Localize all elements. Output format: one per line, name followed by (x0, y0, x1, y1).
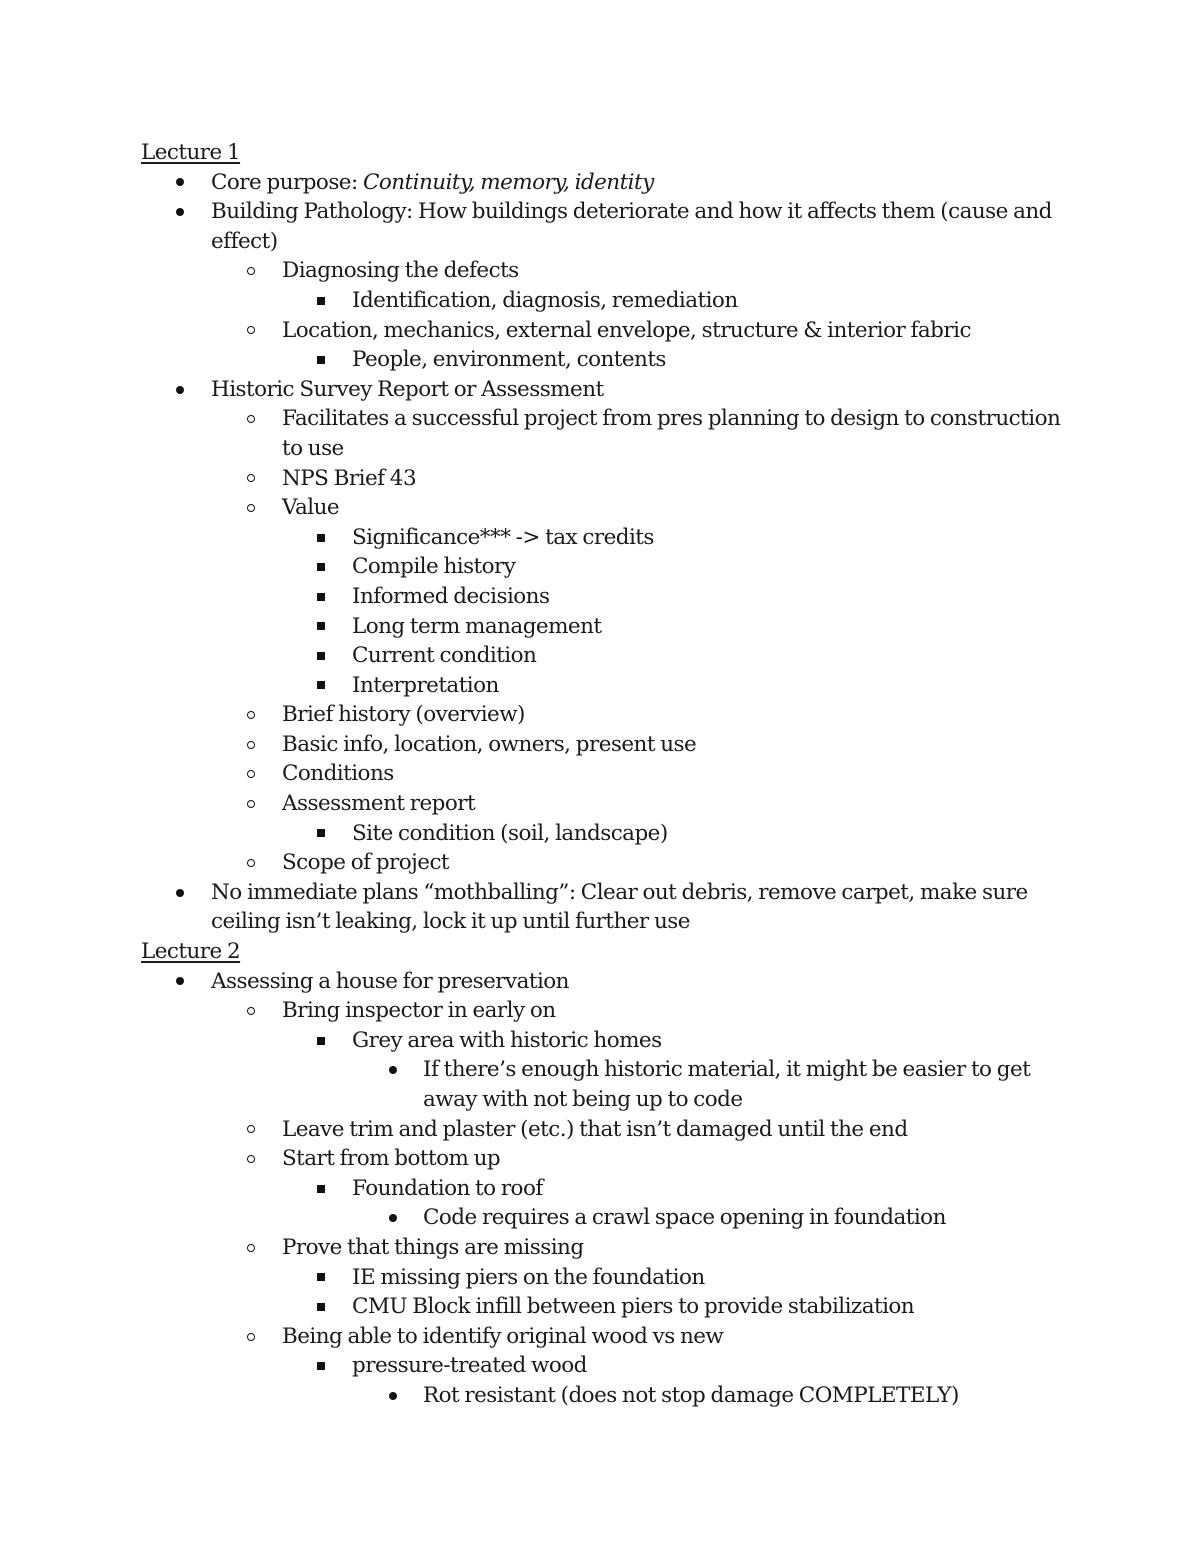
list-item-text: Foundation to roof (352, 1175, 543, 1201)
bullet-disc-icon (176, 208, 184, 216)
bullet-circle-icon (247, 1244, 255, 1252)
list-item (141, 316, 1081, 346)
list-item (141, 464, 1081, 494)
bullet-disc-icon (389, 1214, 397, 1222)
list-item (141, 1322, 1081, 1352)
list-item-text: pressure-treated wood (352, 1353, 587, 1379)
bullet-circle-icon (247, 770, 255, 778)
list-item-text: Assessment report (282, 791, 476, 817)
bullet-square-icon (317, 829, 325, 837)
bullet-square-icon (317, 1362, 325, 1370)
list-item-text: Long term management (352, 613, 602, 639)
list-item (141, 1144, 1081, 1174)
bullet-disc-icon (176, 386, 184, 394)
bullet-square-icon (317, 1037, 325, 1045)
bullet-square-icon (317, 593, 325, 601)
list-item (141, 1263, 1081, 1293)
list-item-text: Basic info, location, owners, present use (282, 731, 697, 757)
bullet-square-icon (317, 534, 325, 542)
bullet-square-icon (317, 1185, 325, 1193)
list-item (141, 848, 1081, 878)
bullet-circle-icon (247, 741, 255, 749)
list-item (141, 197, 1081, 256)
list-item (141, 759, 1081, 789)
list-item (141, 375, 1081, 405)
bullet-circle-icon (247, 1125, 255, 1133)
list-item (141, 730, 1081, 760)
list-item-text: Leave trim and plaster (etc.) that isn’t damaged until the end (282, 1116, 908, 1142)
list-item-text: Scope of project (282, 850, 450, 876)
list-item (141, 1351, 1081, 1381)
bullet-disc-icon (176, 977, 184, 985)
list-item (141, 789, 1081, 819)
core-purpose-label: Core purpose: (211, 169, 363, 195)
list-item (141, 671, 1081, 701)
list-item-text: People, environment, contents (352, 347, 666, 373)
list-item (141, 1115, 1081, 1145)
list-item (141, 1292, 1081, 1322)
bullet-square-icon (317, 297, 325, 305)
bullet-disc-icon (176, 178, 184, 186)
list-item (141, 1174, 1081, 1204)
list-item-text: Facilitates a successful project from pres planning to design to construction to use (282, 406, 1061, 461)
list-item-text: Building Pathology: How buildings deteriorate and how it affects them (cause and effect) (211, 199, 1052, 254)
bullet-square-icon (317, 356, 325, 364)
bullet-disc-icon (389, 1392, 397, 1400)
lecture-2-heading: Lecture 2 (141, 939, 241, 965)
bullet-square-icon (317, 681, 325, 689)
bullet-circle-icon (247, 1007, 255, 1015)
list-item (141, 1203, 1081, 1233)
list-item-text: Assessing a house for preservation (211, 968, 569, 994)
list-item (141, 1055, 1081, 1114)
list-item (141, 967, 1081, 997)
bullet-circle-icon (247, 415, 255, 423)
list-item-text: Compile history (352, 554, 516, 580)
list-item-text: IE missing piers on the foundation (352, 1264, 705, 1290)
list-item-text: Historic Survey Report or Assessment (211, 376, 604, 402)
list-item-text: NPS Brief 43 (282, 465, 417, 491)
list-item (141, 404, 1081, 463)
list-item (141, 168, 1081, 198)
bullet-disc-icon (176, 889, 184, 897)
list-item-text: Value (282, 495, 340, 521)
list-item-text: Start from bottom up (282, 1146, 501, 1172)
list-item (141, 612, 1081, 642)
list-item-text: Diagnosing the defects (282, 258, 519, 284)
list-item-text: If there’s enough historic material, it might be easier to get away with not being up to code (423, 1057, 1031, 1112)
list-item-text: Being able to identify original wood vs new (282, 1323, 724, 1349)
bullet-circle-icon (247, 711, 255, 719)
core-purpose-value: Continuity, memory, identity (362, 169, 654, 195)
list-item-text: No immediate plans “mothballing”: Clear out debris, remove carpet, make sure ceiling isn’t leaking, lock it up until further use (211, 879, 1028, 935)
bullet-square-icon (317, 563, 325, 571)
bullet-circle-icon (247, 1333, 255, 1341)
bullet-circle-icon (247, 1155, 255, 1163)
bullet-square-icon (317, 652, 325, 660)
list-item-text: Significance*** -> tax credits (352, 524, 654, 550)
list-item (141, 256, 1081, 286)
bullet-square-icon (317, 622, 325, 630)
list-item-text: Code requires a crawl space opening in foundation (423, 1205, 946, 1231)
list-item-text: CMU Block infill between piers to provide stabilization (352, 1294, 915, 1320)
list-item-text: Conditions (282, 761, 394, 787)
list-item (141, 1233, 1081, 1263)
bullet-circle-icon (247, 326, 255, 334)
list-item (141, 493, 1081, 523)
list-item (141, 1026, 1081, 1056)
list-item-text: Site condition (soil, landscape) (352, 820, 668, 846)
list-item-text: Brief history (overview) (282, 702, 525, 728)
bullet-circle-icon (247, 859, 255, 867)
bullet-circle-icon (247, 504, 255, 512)
list-item (141, 641, 1081, 671)
list-item-text: Bring inspector in early on (282, 998, 556, 1024)
list-item-text: Current condition (352, 643, 537, 669)
list-item (141, 523, 1081, 553)
list-item (141, 819, 1081, 849)
list-item-text: Prove that things are missing (282, 1234, 584, 1260)
notes-content (141, 138, 1081, 1411)
list-item-text: Interpretation (352, 672, 499, 698)
bullet-circle-icon (247, 267, 255, 275)
list-item (141, 996, 1081, 1026)
list-item-text: Rot resistant (does not stop damage COMPLETELY) (423, 1382, 959, 1408)
list-item (141, 286, 1081, 316)
list-item-text: Identification, diagnosis, remediation (352, 287, 738, 313)
list-item-text: Location, mechanics, external envelope, structure & interior fabric (282, 317, 971, 343)
list-item-text: Informed decisions (352, 583, 550, 609)
list-item (141, 878, 1081, 937)
list-item (141, 552, 1081, 582)
list-item (141, 700, 1081, 730)
list-item (141, 582, 1081, 612)
list-item-text: Grey area with historic homes (352, 1027, 662, 1053)
bullet-square-icon (317, 1273, 325, 1281)
lecture-1-heading: Lecture 1 (141, 140, 241, 165)
list-item (141, 345, 1081, 375)
list-item (141, 1381, 1081, 1411)
bullet-disc-icon (389, 1066, 397, 1074)
bullet-square-icon (317, 1303, 325, 1311)
bullet-circle-icon (247, 800, 255, 808)
bullet-circle-icon (247, 474, 255, 482)
